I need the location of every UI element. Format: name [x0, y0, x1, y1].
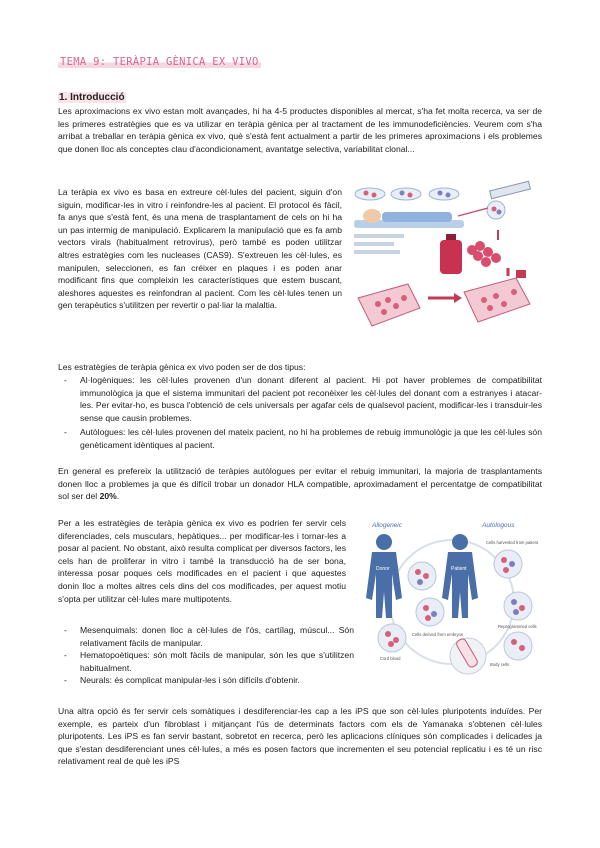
- cell-dish-icon: [416, 598, 444, 626]
- intro-paragraph: Les aproximacions ex vivo estan molt avançades, hi ha 4-5 productes disponibles al mercat, s'ha fet molta recerca, va ser de les primeres estratègies que es va utilizar en teràpia gènica per al tractament de les immunodeficiències. Veurem com s'ha arribat a treballar en teràpia gènica ex vivo, què s'està fent actualment a partir de les primeres aproximacions i els problemes que donen lloc als conceptes clau d'acondicionament, avantatge selectiva, variabilitat clonal...: [58, 106, 542, 154]
- list-item: - Neurals: és complicat manipular-les i són difícils d'obtenir.: [62, 674, 354, 687]
- label-cells-harvested: Cells harvested from patient: [486, 540, 539, 545]
- label-embryo: Cells derived from embryos: [412, 632, 463, 637]
- celltypes-list: [62, 624, 354, 687]
- culture-dish-icon: [391, 188, 421, 200]
- test-tube-icon: [450, 638, 486, 674]
- label-reprogrammed: Reprogrammed cells: [498, 624, 537, 629]
- autologous-text-end: .: [116, 491, 120, 502]
- cell-dish-icon: [504, 592, 532, 620]
- list-item: - Autòlogues: les cèl·lules provenen del mateix pacient, no hi ha problemes de rebuig immunològic ja que les cèl·lules són genèticament idèntiques al pacient.: [62, 426, 542, 451]
- autologous-text: En general es prefereix la utilització de teràpies autòlogues per evitar el rebuig immunitari, la majoria de trasplantaments donen lloc a problemes ja que és difícil trobar un donador HLA compatible, aproximadament el percentatge de compatibilitat sol ser del: [58, 466, 542, 502]
- culture-dish-icon: [429, 188, 459, 200]
- label-donor: Donor: [376, 566, 390, 572]
- blood-bag-icon: [440, 240, 462, 274]
- exvivo-paragraph: La teràpia ex vivo es basa en extreure cèl·lules del pacient, siguin d'on siguin, modificar-les in vitro i reinfondre-les al pacient. El protocol és fàcil, fa anys que s'està fent, és una mena de trasplantament de cels on hi ha un pas intermig de manipulació. Explicarem la manipulació que es fa amb vectors virals (habitualment retrovirus), però també es poden utilitzar altres estratègies com les nucleases (CAS9). S'extreuen les cèl·lules, es manipulen, seleccionen, es fan créixer en plaques i es poden anar modificant fins que compleixin les característiques que estem buscant, aleshores aquestes es reinfondran al pacient. Com les cèl·lules tenen un gen terapèutics s'utilitzen per revertir o pal·liar la malaltia.: [58, 187, 342, 311]
- list-item: - Mesenquimals: donen lloc a cèl·lules de l'ós, cartílag, múscul... Són relativament fàcils de manipular.: [62, 624, 354, 649]
- section-heading-introduccio: 1. Introducció: [59, 92, 125, 103]
- autologous-paragraph: [58, 465, 542, 503]
- cell-dish-icon: [408, 562, 436, 590]
- label-autologous: Autologous: [482, 522, 515, 529]
- cell-dish-icon: [494, 550, 522, 578]
- culture-dish-icon: [355, 188, 385, 200]
- strategies-intro: Les estratègies de teràpia gènica ex vivo poden ser de dos tipus:: [58, 362, 306, 372]
- cell-dish-icon: [378, 624, 406, 652]
- compatibility-percent: 20%: [99, 491, 117, 502]
- label-allogenic: Allogeneic: [372, 522, 402, 529]
- allogeneic-autologous-figure: [358, 518, 544, 686]
- strategies-list: [62, 374, 542, 452]
- label-patient: Patient: [451, 566, 467, 572]
- ips-paragraph: Una altra opció és fer servir cels somàtiques i desdiferenciar-les cap a les iPS que son cèl·lules pluripotents induïdes. Per exemple, es parteix d'un fibroblast i mitjançant l'ús de determinats factors com els de Yamanaka s'obtenen cèl·lules pluripotents. Les iPS es fan servir bastant, sobretot en recerca, però les aplicacions clíniques són complicades i delicades ja que s'estan desdiferenciant unes cèl·lules, a més es posen factors que incrementen el seu potencial replicatiu i es té un risc relativament real de què les iPS: [58, 706, 542, 767]
- list-item: - Hematopoètiques: són molt fàcils de manipular, són les que s'utilitzen habitualment.: [62, 649, 354, 674]
- page-title: TEMA 9: TERÀPIA GÈNICA EX VIVO: [60, 56, 259, 68]
- celltypes-paragraph: Per a les estratègies de teràpia gènica ex vivo es podrien fer servir cels diferenciades, cels musculars, hepàtiques... per modificar-les i tornar-les a posar al pacient. No obstant, això resulta complicat per diversos factors, les cels han de proliferar in vitro i també la transducció ha de ser bona, interessa posar poques cels modificades en el pacient i que aquestes donin lloc a moltes altres cels dins del cos modificades, per aquest motiu s'opta per utilitzar cèl·lules mare multipotents.: [58, 518, 346, 604]
- label-body-cells: Body cells: [490, 662, 510, 667]
- patient-icon: [363, 209, 381, 223]
- label-cord-blood: Cord blood: [380, 656, 401, 661]
- exvivo-process-figure: [348, 180, 544, 344]
- list-item: - Al·logèniques: les cèl·lules provenen d'un donant diferent al pacient. Hi pot haver problemes de compatibilitat immunològica ja que el sistema immunitari del pacient pot reconèixer les cèl·lules del donant com a estranyes i atacar-les. Per evitar-ho, es busca l'obtenció de cels universals per agafar cels de qualsevol pacient, modificar-les i transduir-les sense que causin problemes.: [62, 374, 542, 424]
- cell-dish-icon: [504, 632, 532, 660]
